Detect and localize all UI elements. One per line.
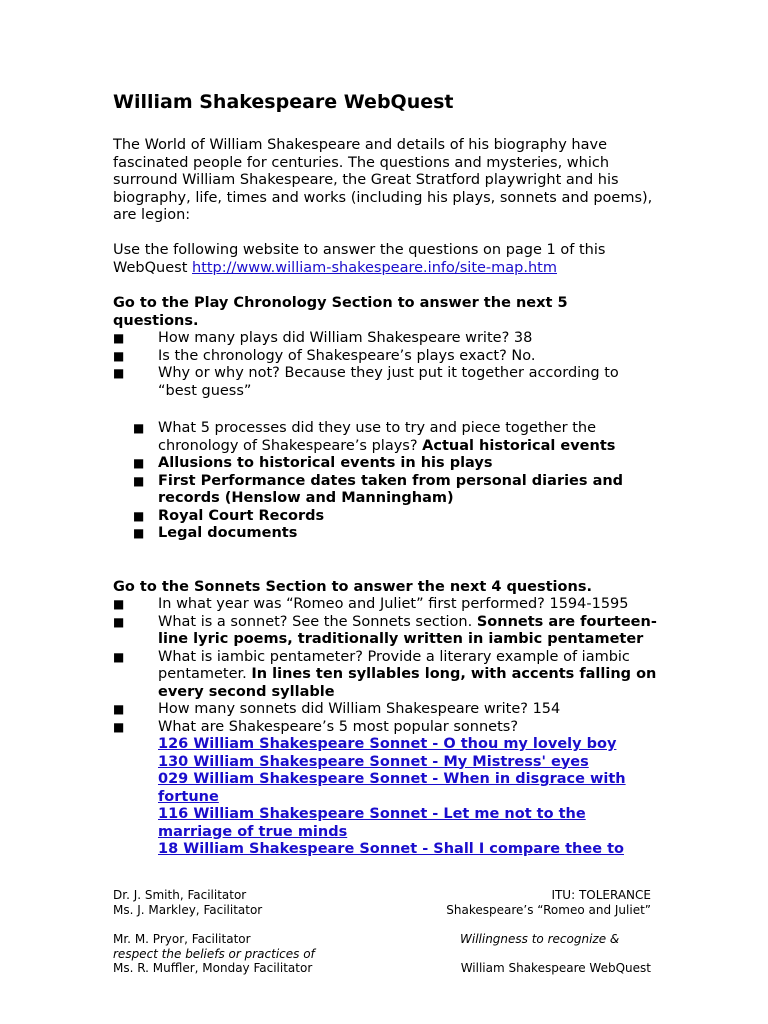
instructions-paragraph xyxy=(113,242,653,277)
list-item xyxy=(158,806,658,841)
list-item: ■ How many plays did William Shakespeare write? 38 xyxy=(113,330,533,346)
list-item: ■ What is iambic pentameter? Provide a literary example of iambic pentameter. In lines ten syllables long, with accents falling on every second syllable xyxy=(113,648,657,700)
list-item: ■ What 5 processes did they use to try and piece together the chronology of Shakespeare’s plays? Actual historical events xyxy=(133,420,616,454)
list-item: ■ How many sonnets did William Shakespeare write? 154 xyxy=(113,701,561,717)
list-item xyxy=(158,736,658,754)
list-item: ■ What are Shakespeare’s 5 most popular sonnets? 126 William Shakespeare Sonnet - O thou my lovely boy 130 William Shakespeare Sonnet - My Mistress' eyes 029 William Shakespeare Sonnet - When in disgrace with fortune 116 William Shakespeare Sonnet - Let me not to the marriage of true minds 18 William Shakespeare Sonnet - Shall I compare thee to xyxy=(113,719,658,859)
footer-facilitator-4: Ms. R. Muffler, Monday Facilitator xyxy=(113,961,313,975)
sonnets-questions xyxy=(113,596,658,859)
bullet-icon: ■ xyxy=(113,614,125,629)
list-item: ■ Royal Court Records xyxy=(133,507,325,524)
list-item: ■ Why or why not? Because they just put it together according to “best guess” xyxy=(113,365,619,399)
popular-sonnets-list xyxy=(158,736,658,859)
footer-block-1 xyxy=(113,888,651,917)
section-heading-play-chronology: Go to the Play Chronology Section to answer the next 5 questions. xyxy=(113,295,568,329)
bullet-icon: ■ xyxy=(133,526,145,540)
footer-unit-title: Shakespeare’s “Romeo and Juliet” xyxy=(446,902,651,917)
sonnet-116-link[interactable]: 116 William Shakespeare Sonnet - Let me not to the marriage of true minds xyxy=(158,806,586,840)
bullet-icon: ■ xyxy=(113,719,125,734)
footer-itu: ITU: TOLERANCE xyxy=(551,888,651,902)
bullet-icon: ■ xyxy=(113,331,125,345)
instructions-text: Use the following website to answer the questions on page 1 of this WebQuest xyxy=(113,242,606,276)
footer-facilitator-2: Ms. J. Markley, Facilitator xyxy=(113,902,263,917)
page-title: William Shakespeare WebQuest xyxy=(113,91,454,113)
footer-facilitator-1: Dr. J. Smith, Facilitator xyxy=(113,888,247,902)
list-item xyxy=(158,754,658,772)
sonnet-18-link[interactable]: 18 William Shakespeare Sonnet - Shall I compare thee to xyxy=(158,841,624,857)
footer-block-2 xyxy=(113,932,651,976)
footer-tolerance-definition-1: Willingness to recognize & xyxy=(460,932,620,946)
list-item: ■ Legal documents xyxy=(133,525,298,541)
sonnet-126-link[interactable]: 126 William Shakespeare Sonnet - O thou my lovely boy xyxy=(158,736,617,752)
footer-webquest-title: William Shakespeare WebQuest xyxy=(460,961,651,975)
site-map-link[interactable]: http://www.william-shakespeare.info/site-map.htm xyxy=(192,259,557,276)
list-item: ■ Is the chronology of Shakespeare’s plays exact? No. xyxy=(113,347,536,364)
list-item xyxy=(158,841,658,859)
bullet-icon: ■ xyxy=(133,508,145,523)
list-item xyxy=(158,771,658,806)
bullet-icon: ■ xyxy=(113,348,125,363)
sonnet-029-link[interactable]: 029 William Shakespeare Sonnet - When in disgrace with fortune xyxy=(158,771,626,805)
intro-paragraph: The World of William Shakespeare and details of his biography have fascinated people for centuries. The questions and mysteries, which surround William Shakespeare, the Great Stratford playwright and his biography, life, times and works (including his plays, sonnets and poems), are legion: xyxy=(113,137,653,223)
chronology-processes-list xyxy=(113,420,658,543)
footer-facilitator-3: Mr. M. Pryor, Facilitator xyxy=(113,932,251,946)
footer-tolerance-definition-2: respect the beliefs or practices of xyxy=(113,946,315,961)
bullet-icon: ■ xyxy=(113,597,125,611)
bullet-icon: ■ xyxy=(113,366,125,380)
bullet-icon: ■ xyxy=(113,702,125,716)
list-item: ■ What is a sonnet? See the Sonnets section. Sonnets are fourteen-line lyric poems, traditionally written in iambic pentameter xyxy=(113,613,657,647)
sonnet-130-link[interactable]: 130 William Shakespeare Sonnet - My Mistress' eyes xyxy=(158,753,589,770)
list-item: ■ In what year was “Romeo and Juliet” first performed? 1594-1595 xyxy=(113,596,629,612)
bullet-icon: ■ xyxy=(113,649,125,664)
section-heading-sonnets: Go to the Sonnets Section to answer the next 4 questions. xyxy=(113,579,592,595)
bullet-icon: ■ xyxy=(133,473,145,488)
bullet-icon: ■ xyxy=(133,456,145,470)
list-item: ■ Allusions to historical events in his plays xyxy=(133,455,493,471)
play-chronology-questions xyxy=(113,330,658,400)
list-item: ■ First Performance dates taken from personal diaries and records (Henslow and Manningham) xyxy=(133,472,624,506)
bullet-icon: ■ xyxy=(133,421,145,435)
